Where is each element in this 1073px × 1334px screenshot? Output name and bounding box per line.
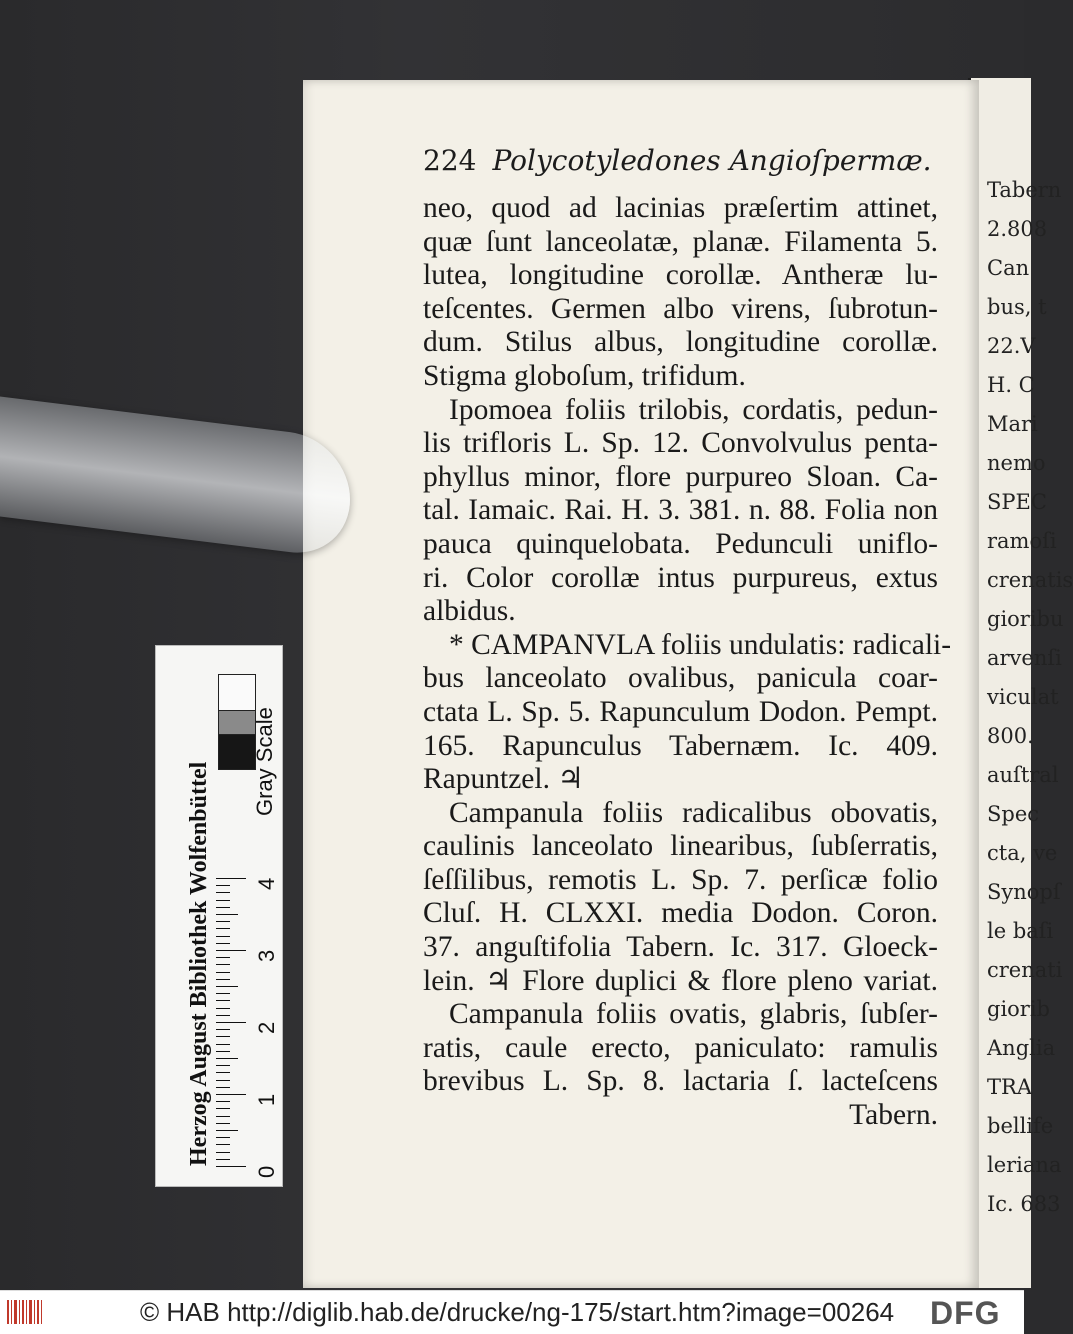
text-line: lis trifloris L. Sp. 12. Convolvulus penta- [423, 427, 938, 460]
text-line: 165. Rapunculus Tabernæm. Ic. 409. [423, 729, 938, 762]
text-line: neo, quod ad lacinias præſertim attinet, [423, 192, 938, 224]
text-line: * CAMPANVLA foliis undulatis: radicali- [449, 628, 952, 661]
text-line: lein. ♃ Flore duplici & flore pleno variat. [423, 964, 938, 997]
ruler-tick [216, 1144, 230, 1145]
ruler-tick [216, 885, 230, 886]
ruler-tick [216, 1029, 230, 1030]
ruler-tick [216, 921, 230, 922]
ruler-tick [216, 957, 230, 958]
text-line: Stigma globoſum, trifidum. [423, 359, 746, 392]
ruler-tick [216, 1072, 230, 1073]
adjacent-page-fragment: le baſi [987, 919, 1054, 943]
adjacent-page-fragment: 800. [987, 724, 1034, 748]
text-line: quæ ſunt lanceolatæ, planæ. Filamenta 5. [423, 225, 938, 258]
institution-label: Herzog August Bibliothek Wolfenbüttel [186, 761, 212, 1166]
ruler-tick [216, 1166, 246, 1167]
adjacent-page-fragment: auſtral [987, 763, 1059, 787]
adjacent-page-fragment: viculat [987, 685, 1059, 709]
ruler-number: 0 [254, 1165, 279, 1178]
gray-scale-label: Gray Scale [252, 707, 277, 816]
adjacent-page-fragment: Can [987, 256, 1030, 280]
running-title: Polycotyledones Angioſpermæ. [492, 144, 932, 177]
adjacent-page-fragment: crenatis [987, 568, 1073, 592]
adjacent-page-fragment: cta, ve [987, 841, 1058, 865]
text-line: ri. Color corollæ intus purpureus, extus [423, 561, 938, 594]
text-line: albidus. [423, 595, 516, 628]
dfg-logo: DFG [930, 1295, 1001, 1331]
ruler-tick [216, 914, 238, 915]
adjacent-page-fragment: Ic. 683 [987, 1192, 1061, 1216]
adjacent-page-fragment: arvenſi [987, 646, 1062, 670]
text-line: phyllus minor, flore purpureo Sloan. Ca- [423, 460, 938, 493]
ruler-number: 1 [254, 1093, 279, 1106]
text-line: ratis, caule erecto, paniculato: ramulis [423, 1031, 938, 1064]
text-line: teſcentes. Germen albo virens, ſubrotun- [423, 292, 938, 325]
ruler-tick [216, 1080, 230, 1081]
gray-swatch [218, 710, 256, 736]
text-line: Cluſ. H. CLXXI. media Dodon. Coron. [423, 897, 938, 930]
adjacent-page-fragment: giorib [987, 997, 1050, 1021]
ruler-tick [216, 1087, 230, 1088]
white-swatch [218, 674, 256, 712]
ruler-tick [216, 1008, 230, 1009]
adjacent-page-fragment: ramoſi [987, 529, 1057, 553]
ruler-tick [216, 979, 230, 980]
ruler-tick [216, 1116, 230, 1117]
adjacent-page-fragment: 2.808 [987, 217, 1048, 241]
text-line: Campanula foliis radicalibus obovatis, [449, 796, 938, 829]
ruler-number: 4 [254, 877, 279, 890]
adjacent-page-fragment: H. C [987, 373, 1035, 397]
ruler-tick [216, 1000, 230, 1001]
ruler-tick [216, 1101, 230, 1102]
adjacent-page-fragment: Synopſ [987, 880, 1061, 904]
adjacent-page-fragment: 22.V [987, 334, 1036, 358]
black-swatch [218, 734, 256, 770]
barcode-icon [6, 1298, 46, 1326]
text-line: 37. anguſtifolia Tabern. Ic. 317. Gloeck- [423, 931, 938, 964]
adjacent-page-fragment: Anglia [987, 1036, 1056, 1060]
ruler-tick [216, 1130, 238, 1131]
ruler-tick [216, 1022, 246, 1023]
adjacent-page-fragment: bus, t [987, 295, 1047, 319]
ruler-tick [216, 907, 230, 908]
ruler-number: 2 [254, 1021, 279, 1034]
ruler-tick [216, 1108, 230, 1109]
body-text [423, 192, 952, 1133]
ruler-tick [216, 1123, 230, 1124]
ruler-tick [216, 900, 230, 901]
adjacent-page-fragment: bellife [987, 1114, 1054, 1138]
adjacent-page-fragment: TRA [987, 1075, 1032, 1099]
text-line: lutea, longitudine corollæ. Antheræ lu- [423, 259, 938, 292]
ruler-tick [216, 1058, 238, 1059]
text-line: Campanula foliis ovatis, glabris, ſubſer- [449, 998, 938, 1031]
ruler-tick [216, 1065, 230, 1066]
ruler-number: 3 [254, 949, 279, 962]
text-line: Rapuntzel. ♃ [423, 763, 584, 796]
ruler-tick [216, 928, 230, 929]
footer-bar [0, 1290, 1024, 1334]
text-line: dum. Stilus albus, longitudine corollæ. [423, 326, 938, 359]
text-line: bus lanceolato ovalibus, panicula coar- [423, 662, 938, 695]
text-line: caulinis lanceolato linearibus, ſubſerratis, [423, 830, 938, 863]
ruler-tick [216, 1051, 230, 1052]
ruler-tick [216, 1152, 230, 1153]
ruler-tick [216, 964, 230, 965]
adjacent-page-fragment: nemo [987, 451, 1046, 475]
footer-credit-link[interactable]: © HAB http://diglib.hab.de/drucke/ng-175/start.htm?image=00264 [140, 1297, 895, 1327]
adjacent-page-fragment: leriana [987, 1153, 1062, 1177]
ruler-tick [216, 972, 230, 973]
ruler-tick [216, 1159, 230, 1160]
text-line: ctata L. Sp. 5. Rapunculum Dodon. Pempt. [423, 695, 938, 728]
text-line: tal. Iamaic. Rai. H. 3. 381. n. 88. Folia non [423, 494, 938, 527]
text-line: Tabern. [849, 1099, 938, 1132]
ruler-tick [216, 1036, 230, 1037]
text-line: brevibus L. Sp. 8. lactaria ſ. lacteſcens [423, 1065, 938, 1098]
adjacent-page-fragment: Spec [987, 802, 1040, 826]
ruler-tick [216, 1044, 230, 1045]
page-number: 224 [423, 144, 477, 177]
adjacent-page-fragment: SPEC [987, 490, 1047, 514]
adjacent-page-fragment: Tabern [987, 178, 1062, 202]
ruler-tick [216, 936, 230, 937]
book-page [303, 80, 979, 1288]
adjacent-page-fragment: gioribu [987, 607, 1064, 631]
running-head [423, 144, 932, 177]
ruler-tick [216, 1137, 230, 1138]
text-line: Ipomoea foliis trilobis, cordatis, pedun- [449, 393, 938, 426]
text-line: ſeſſilibus, remotis L. Sp. 7. perſicæ folio [423, 863, 938, 896]
ruler-tick [216, 1015, 230, 1016]
adjacent-page-fragment: Mari [987, 412, 1038, 436]
ruler-tick [216, 943, 230, 944]
ruler-tick [216, 993, 230, 994]
color-scale-ruler [155, 645, 283, 1187]
adjacent-page-fragment: crenati [987, 958, 1063, 982]
ruler-tick [216, 1094, 246, 1095]
ruler-tick [216, 892, 230, 893]
ruler-tick [216, 986, 238, 987]
ruler-tick [216, 950, 246, 951]
ruler-tick [216, 878, 246, 879]
text-line: pauca quinquelobata. Pedunculi uniflo- [423, 527, 938, 560]
